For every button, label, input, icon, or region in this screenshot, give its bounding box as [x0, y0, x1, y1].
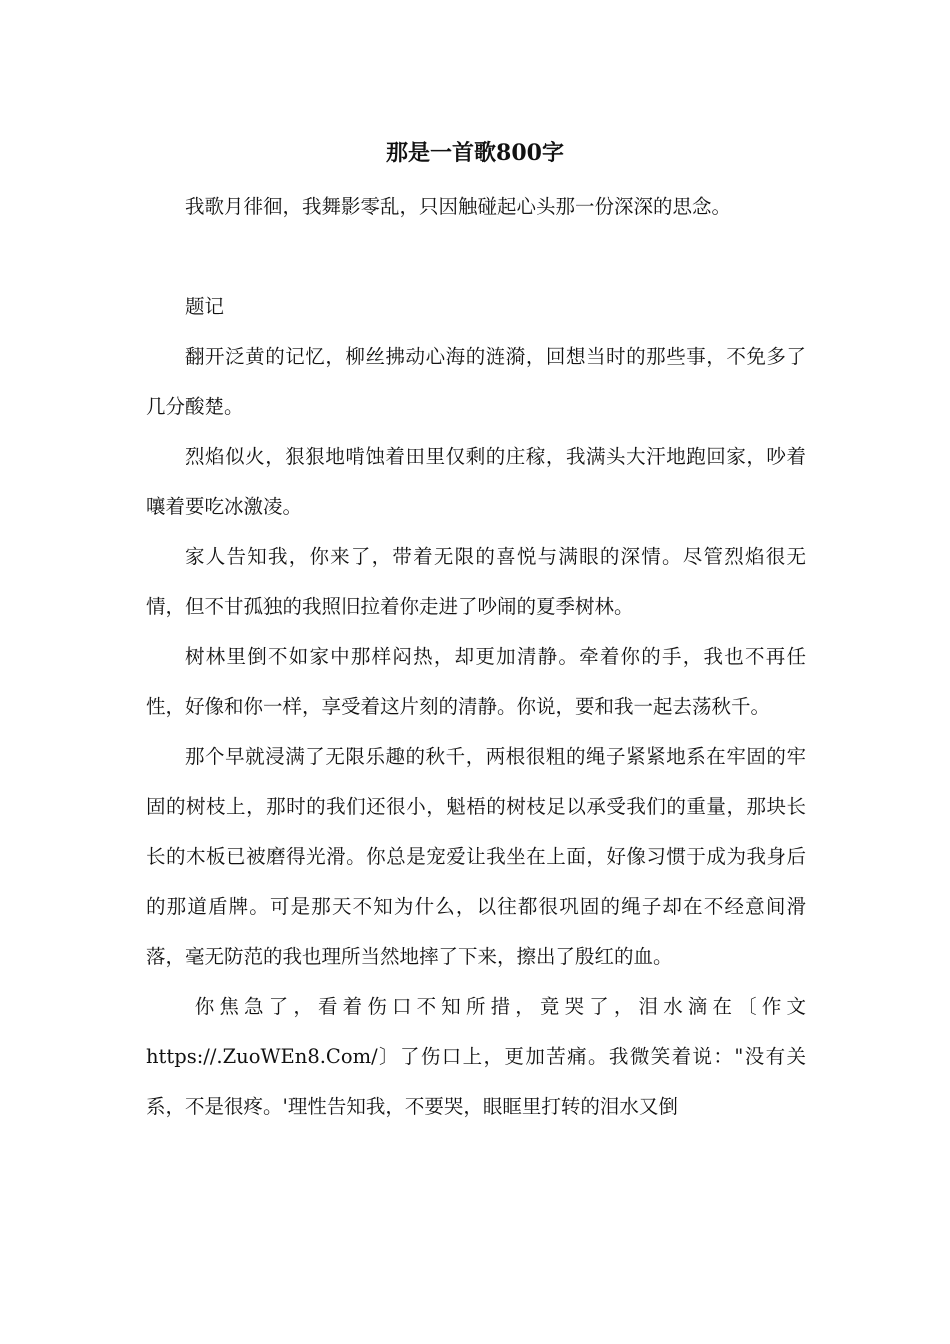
body-paragraph: 树林里倒不如家中那样闷热，却更加清静。牵着你的手，我也不再任性，好像和你一样，享受着这片刻的清静。你说，要和我一起去荡秋千。 [146, 645, 806, 718]
epigraph-attribution: 题记 [185, 295, 225, 318]
body-paragraph: 那个早就浸满了无限乐趣的秋千，两根很粗的绳子紧紧地系在牢固的牢固的树枝上，那时的我们还很小，魁梧的树枝足以承受我们的重量，那块长长的木板已被磨得光滑。你总是宠爱让我坐在上面，好像习惯于成为我身后的那道盾牌。可是那天不知为什么，以往都很巩固的绳子却在不经意间滑落，毫无防范的我也理所当然地摔了下来，擦出了殷红的血。 [146, 745, 806, 968]
body-paragraph: 家人告知我，你来了，带着无限的喜悦与满眼的深情。尽管烈焰很无情，但不甘孤独的我照旧拉着你走进了吵闹的夏季树林。 [146, 545, 806, 618]
document-title: 那是一首歌800字 [386, 140, 564, 166]
epigraph-paragraph: 我歌月徘徊，我舞影零乱，只因触碰起心头那一份深深的思念。 [185, 195, 732, 218]
document-body [146, 182, 806, 1132]
body-paragraph: 你焦急了，看着伤口不知所措，竟哭了，泪水滴在〔作文https://.ZuoWEn8.Com/〕了伤口上，更加苦痛。我微笑着说："没有关系，不是很疼。'理性告知我，不要哭，眼眶里打转的泪水又倒 [146, 995, 806, 1118]
body-paragraph: 烈焰似火，狠狠地啃蚀着田里仅剩的庄稼，我满头大汗地跑回家，吵着嚷着要吃冰激凌。 [146, 445, 806, 518]
body-paragraph: 翻开泛黄的记忆，柳丝拂动心海的涟漪，回想当时的那些事，不免多了几分酸楚。 [146, 345, 806, 418]
